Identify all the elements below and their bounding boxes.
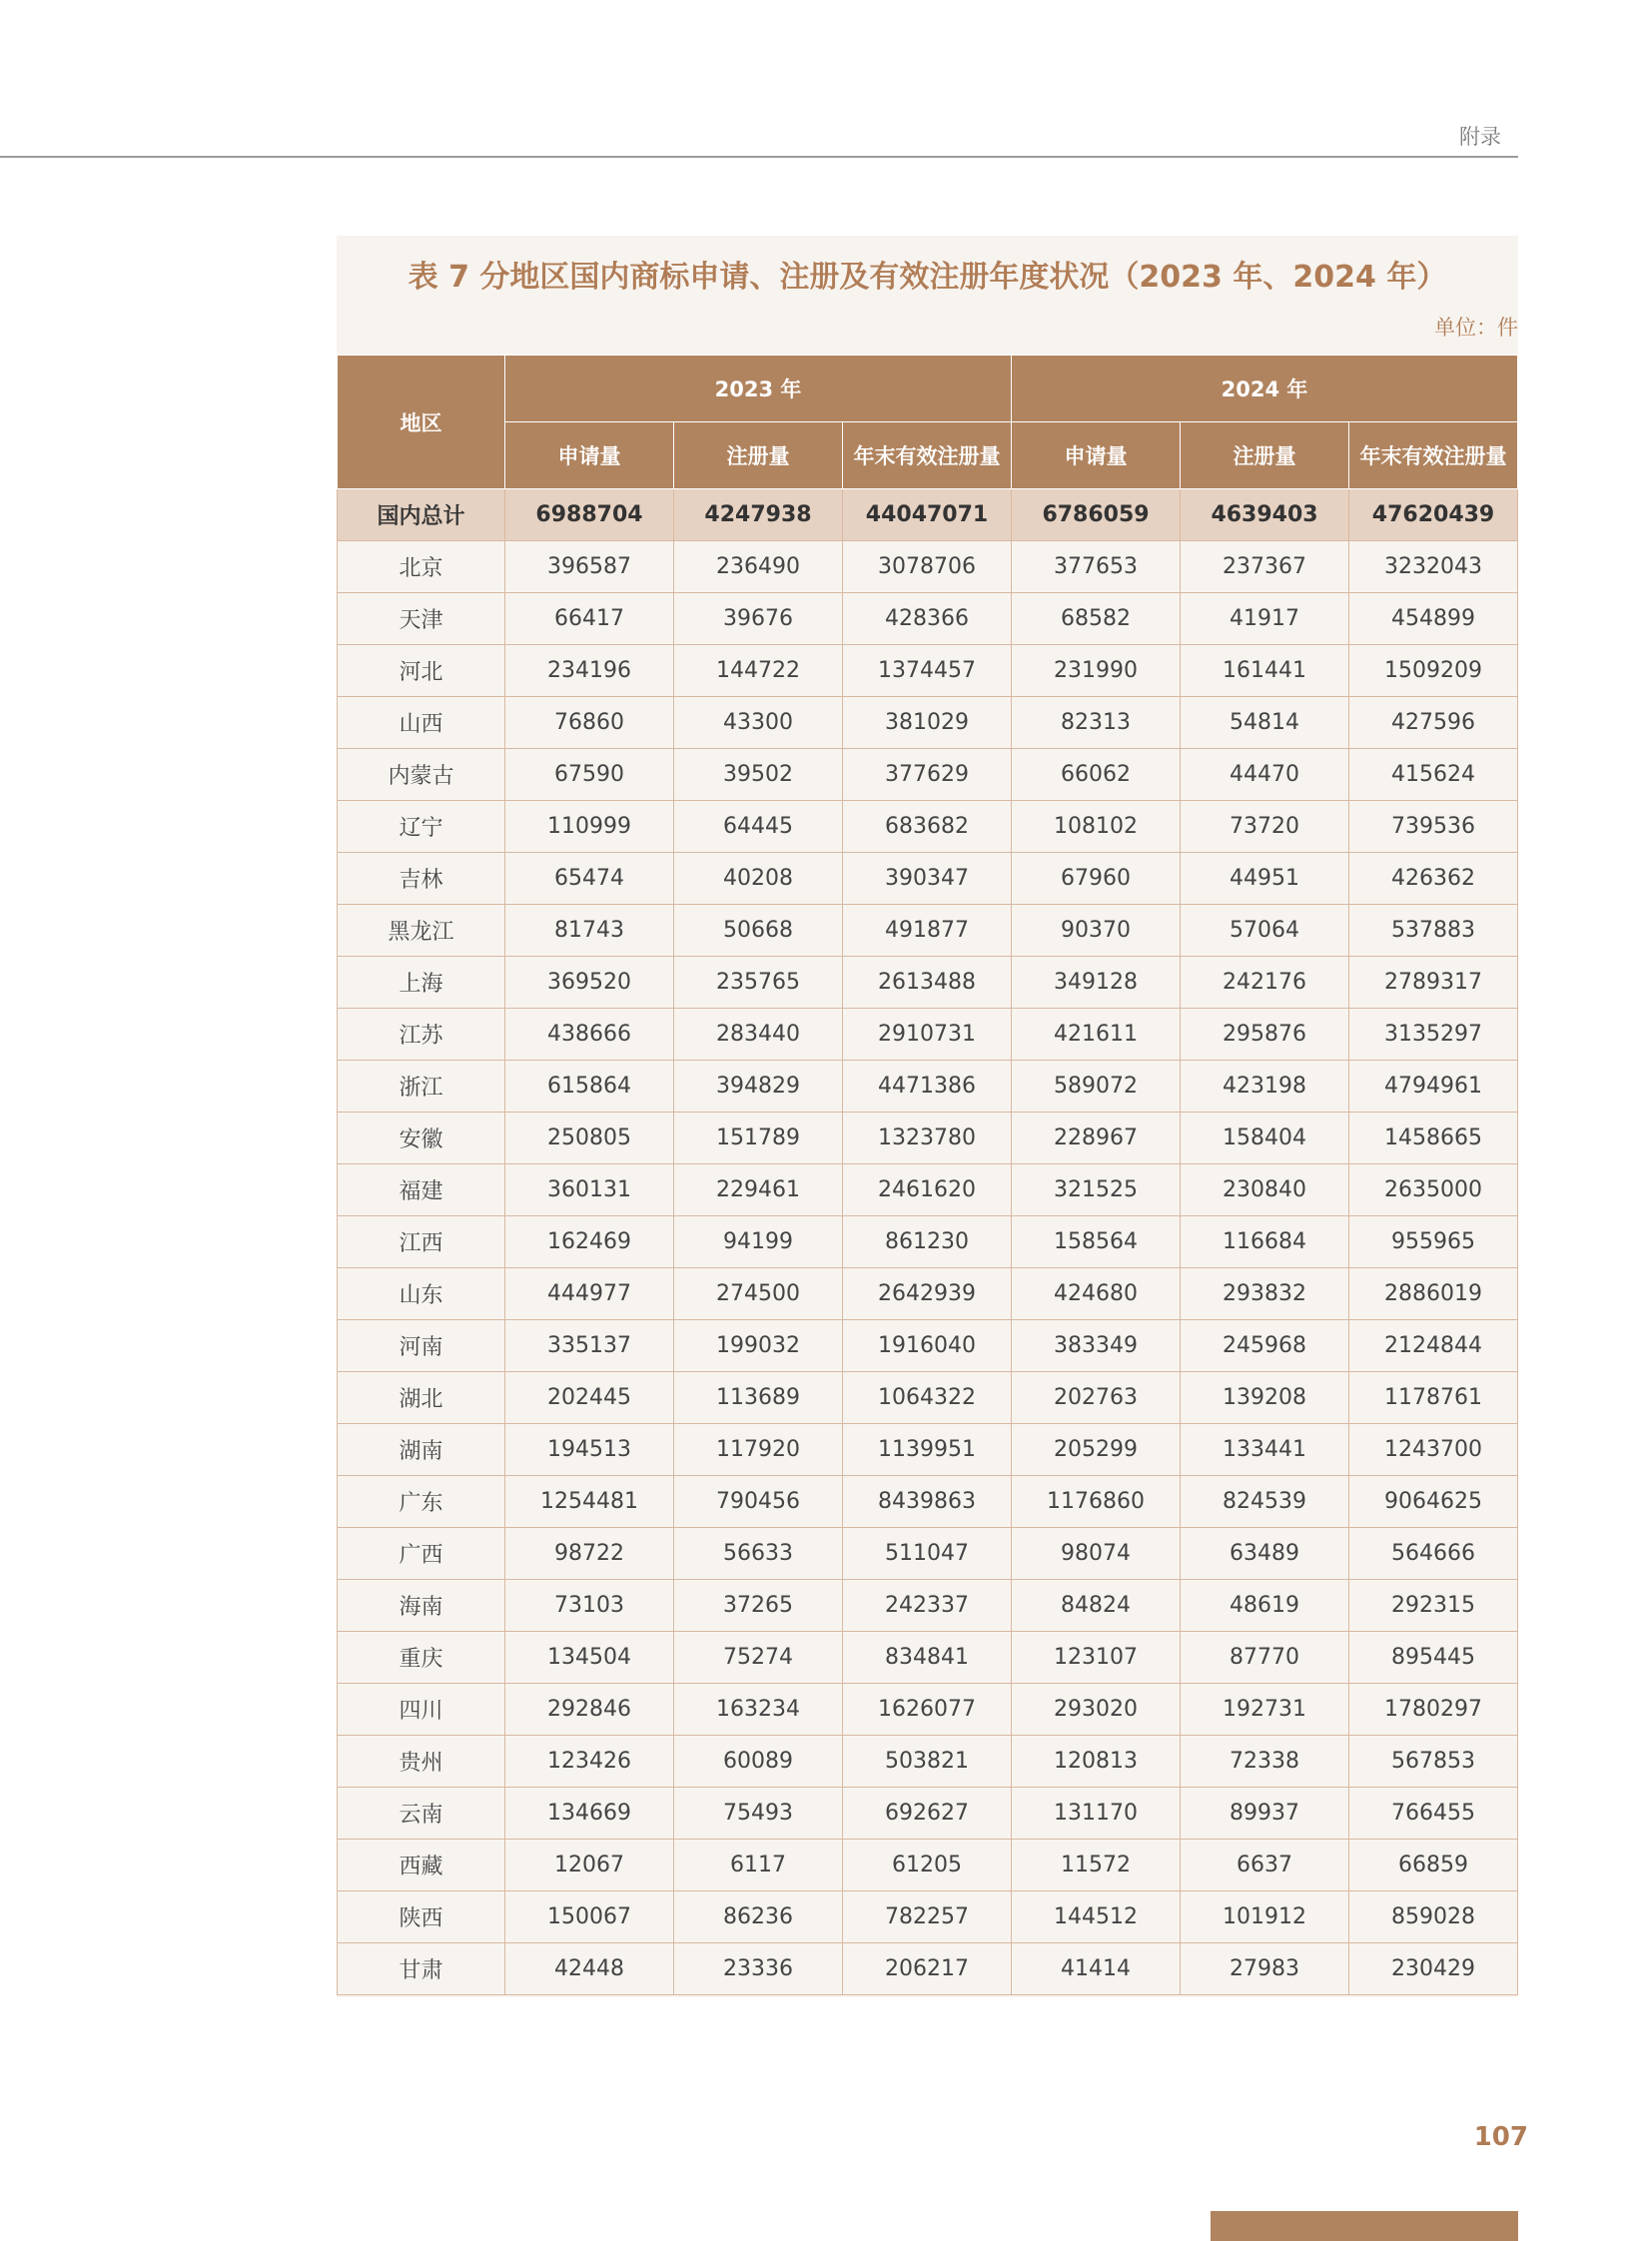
value-cell: 321525 bbox=[1012, 1164, 1181, 1216]
region-cell: 广西 bbox=[338, 1528, 505, 1580]
value-cell: 44470 bbox=[1181, 749, 1349, 801]
region-cell: 四川 bbox=[338, 1684, 505, 1736]
unit-label: 单位：件 bbox=[1434, 316, 1518, 340]
value-cell: 415624 bbox=[1349, 749, 1518, 801]
table-row bbox=[338, 1216, 1518, 1268]
value-cell: 89937 bbox=[1181, 1788, 1349, 1840]
value-cell: 202445 bbox=[505, 1372, 674, 1424]
value-cell: 144512 bbox=[1012, 1891, 1181, 1943]
table-row bbox=[338, 541, 1518, 593]
value-cell: 1916040 bbox=[843, 1320, 1012, 1372]
value-cell: 683682 bbox=[843, 801, 1012, 853]
region-cell: 重庆 bbox=[338, 1632, 505, 1684]
value-cell: 396587 bbox=[505, 541, 674, 593]
value-cell: 134504 bbox=[505, 1632, 674, 1684]
value-cell: 123107 bbox=[1012, 1632, 1181, 1684]
value-cell: 3135297 bbox=[1349, 1009, 1518, 1061]
value-cell: 230429 bbox=[1349, 1943, 1518, 1995]
value-cell: 206217 bbox=[843, 1943, 1012, 1995]
section-label: 附录 bbox=[1459, 125, 1501, 149]
value-cell: 491877 bbox=[843, 905, 1012, 957]
header-divider bbox=[0, 156, 1518, 158]
sub-header: 注册量 bbox=[1181, 422, 1349, 489]
value-cell: 2635000 bbox=[1349, 1164, 1518, 1216]
table-row bbox=[338, 645, 1518, 697]
value-cell: 360131 bbox=[505, 1164, 674, 1216]
region-cell: 广东 bbox=[338, 1476, 505, 1528]
value-cell: 292315 bbox=[1349, 1580, 1518, 1632]
value-cell: 158564 bbox=[1012, 1216, 1181, 1268]
value-cell: 41917 bbox=[1181, 593, 1349, 645]
value-cell: 123426 bbox=[505, 1736, 674, 1788]
table-row bbox=[338, 1268, 1518, 1320]
value-cell: 2789317 bbox=[1349, 957, 1518, 1009]
value-cell: 383349 bbox=[1012, 1320, 1181, 1372]
value-cell: 859028 bbox=[1349, 1891, 1518, 1943]
value-cell: 824539 bbox=[1181, 1476, 1349, 1528]
value-cell: 66859 bbox=[1349, 1840, 1518, 1891]
value-cell: 117920 bbox=[674, 1424, 843, 1476]
value-cell: 1458665 bbox=[1349, 1113, 1518, 1164]
value-cell: 377653 bbox=[1012, 541, 1181, 593]
region-cell: 山西 bbox=[338, 697, 505, 749]
table-row bbox=[338, 1424, 1518, 1476]
value-cell: 1243700 bbox=[1349, 1424, 1518, 1476]
table-row bbox=[338, 853, 1518, 905]
value-cell: 81743 bbox=[505, 905, 674, 957]
value-cell: 1323780 bbox=[843, 1113, 1012, 1164]
value-cell: 50668 bbox=[674, 905, 843, 957]
value-cell: 108102 bbox=[1012, 801, 1181, 853]
table-row bbox=[338, 697, 1518, 749]
region-cell: 安徽 bbox=[338, 1113, 505, 1164]
sub-header: 注册量 bbox=[674, 422, 843, 489]
region-cell: 上海 bbox=[338, 957, 505, 1009]
value-cell: 1374457 bbox=[843, 645, 1012, 697]
value-cell: 293832 bbox=[1181, 1268, 1349, 1320]
value-cell: 39676 bbox=[674, 593, 843, 645]
total-cell: 4247938 bbox=[674, 489, 843, 541]
value-cell: 234196 bbox=[505, 645, 674, 697]
value-cell: 144722 bbox=[674, 645, 843, 697]
value-cell: 48619 bbox=[1181, 1580, 1349, 1632]
value-cell: 236490 bbox=[674, 541, 843, 593]
region-cell: 云南 bbox=[338, 1788, 505, 1840]
value-cell: 98722 bbox=[505, 1528, 674, 1580]
value-cell: 158404 bbox=[1181, 1113, 1349, 1164]
table-row bbox=[338, 1164, 1518, 1216]
value-cell: 67960 bbox=[1012, 853, 1181, 905]
value-cell: 61205 bbox=[843, 1840, 1012, 1891]
table-row bbox=[338, 801, 1518, 853]
value-cell: 1254481 bbox=[505, 1476, 674, 1528]
table-row bbox=[338, 1009, 1518, 1061]
value-cell: 68582 bbox=[1012, 593, 1181, 645]
value-cell: 1176860 bbox=[1012, 1476, 1181, 1528]
value-cell: 427596 bbox=[1349, 697, 1518, 749]
table-row bbox=[338, 1840, 1518, 1891]
table-row bbox=[338, 1736, 1518, 1788]
value-cell: 57064 bbox=[1181, 905, 1349, 957]
total-cell: 6786059 bbox=[1012, 489, 1181, 541]
value-cell: 235765 bbox=[674, 957, 843, 1009]
value-cell: 766455 bbox=[1349, 1788, 1518, 1840]
total-label: 国内总计 bbox=[338, 489, 505, 541]
value-cell: 98074 bbox=[1012, 1528, 1181, 1580]
value-cell: 424680 bbox=[1012, 1268, 1181, 1320]
value-cell: 295876 bbox=[1181, 1009, 1349, 1061]
value-cell: 131170 bbox=[1012, 1788, 1181, 1840]
value-cell: 955965 bbox=[1349, 1216, 1518, 1268]
value-cell: 40208 bbox=[674, 853, 843, 905]
value-cell: 444977 bbox=[505, 1268, 674, 1320]
value-cell: 150067 bbox=[505, 1891, 674, 1943]
value-cell: 283440 bbox=[674, 1009, 843, 1061]
value-cell: 428366 bbox=[843, 593, 1012, 645]
region-cell: 海南 bbox=[338, 1580, 505, 1632]
value-cell: 1509209 bbox=[1349, 645, 1518, 697]
table-row bbox=[338, 1891, 1518, 1943]
value-cell: 202763 bbox=[1012, 1372, 1181, 1424]
value-cell: 790456 bbox=[674, 1476, 843, 1528]
value-cell: 615864 bbox=[505, 1061, 674, 1113]
region-column-header: 地区 bbox=[338, 356, 505, 489]
region-cell: 贵州 bbox=[338, 1736, 505, 1788]
value-cell: 6117 bbox=[674, 1840, 843, 1891]
page-number: 107 bbox=[1473, 2122, 1528, 2152]
value-cell: 205299 bbox=[1012, 1424, 1181, 1476]
value-cell: 199032 bbox=[674, 1320, 843, 1372]
total-row bbox=[338, 489, 1518, 541]
value-cell: 293020 bbox=[1012, 1684, 1181, 1736]
region-cell: 江西 bbox=[338, 1216, 505, 1268]
value-cell: 2613488 bbox=[843, 957, 1012, 1009]
sub-header: 年末有效注册量 bbox=[1349, 422, 1518, 489]
value-cell: 381029 bbox=[843, 697, 1012, 749]
value-cell: 23336 bbox=[674, 1943, 843, 1995]
value-cell: 537883 bbox=[1349, 905, 1518, 957]
value-cell: 292846 bbox=[505, 1684, 674, 1736]
region-cell: 河南 bbox=[338, 1320, 505, 1372]
value-cell: 44951 bbox=[1181, 853, 1349, 905]
value-cell: 192731 bbox=[1181, 1684, 1349, 1736]
total-cell: 47620439 bbox=[1349, 489, 1518, 541]
value-cell: 56633 bbox=[674, 1528, 843, 1580]
value-cell: 163234 bbox=[674, 1684, 843, 1736]
region-cell: 福建 bbox=[338, 1164, 505, 1216]
value-cell: 3232043 bbox=[1349, 541, 1518, 593]
value-cell: 9064625 bbox=[1349, 1476, 1518, 1528]
value-cell: 454899 bbox=[1349, 593, 1518, 645]
value-cell: 27983 bbox=[1181, 1943, 1349, 1995]
value-cell: 66062 bbox=[1012, 749, 1181, 801]
value-cell: 90370 bbox=[1012, 905, 1181, 957]
value-cell: 39502 bbox=[674, 749, 843, 801]
value-cell: 43300 bbox=[674, 697, 843, 749]
value-cell: 42448 bbox=[505, 1943, 674, 1995]
region-cell: 甘肃 bbox=[338, 1943, 505, 1995]
year-header-2024: 2024 年 bbox=[1012, 356, 1518, 422]
value-cell: 250805 bbox=[505, 1113, 674, 1164]
value-cell: 110999 bbox=[505, 801, 674, 853]
value-cell: 8439863 bbox=[843, 1476, 1012, 1528]
value-cell: 245968 bbox=[1181, 1320, 1349, 1372]
value-cell: 834841 bbox=[843, 1632, 1012, 1684]
value-cell: 37265 bbox=[674, 1580, 843, 1632]
region-cell: 北京 bbox=[338, 541, 505, 593]
region-cell: 辽宁 bbox=[338, 801, 505, 853]
value-cell: 377629 bbox=[843, 749, 1012, 801]
value-cell: 75493 bbox=[674, 1788, 843, 1840]
footer-accent-bar bbox=[1211, 2211, 1518, 2241]
region-cell: 天津 bbox=[338, 593, 505, 645]
value-cell: 101912 bbox=[1181, 1891, 1349, 1943]
value-cell: 4471386 bbox=[843, 1061, 1012, 1113]
region-cell: 山东 bbox=[338, 1268, 505, 1320]
value-cell: 12067 bbox=[505, 1840, 674, 1891]
region-cell: 吉林 bbox=[338, 853, 505, 905]
sub-header: 申请量 bbox=[505, 422, 674, 489]
value-cell: 231990 bbox=[1012, 645, 1181, 697]
value-cell: 151789 bbox=[674, 1113, 843, 1164]
value-cell: 2910731 bbox=[843, 1009, 1012, 1061]
total-cell: 4639403 bbox=[1181, 489, 1349, 541]
value-cell: 1780297 bbox=[1349, 1684, 1518, 1736]
value-cell: 194513 bbox=[505, 1424, 674, 1476]
value-cell: 84824 bbox=[1012, 1580, 1181, 1632]
region-cell: 湖北 bbox=[338, 1372, 505, 1424]
value-cell: 229461 bbox=[674, 1164, 843, 1216]
value-cell: 161441 bbox=[1181, 645, 1349, 697]
value-cell: 2886019 bbox=[1349, 1268, 1518, 1320]
value-cell: 503821 bbox=[843, 1736, 1012, 1788]
value-cell: 67590 bbox=[505, 749, 674, 801]
region-cell: 浙江 bbox=[338, 1061, 505, 1113]
table-title: 表 7 分地区国内商标申请、注册及有效注册年度状况（2023 年、2024 年） bbox=[408, 260, 1447, 295]
value-cell: 73720 bbox=[1181, 801, 1349, 853]
table-row bbox=[338, 1061, 1518, 1113]
table-row bbox=[338, 1476, 1518, 1528]
value-cell: 11572 bbox=[1012, 1840, 1181, 1891]
value-cell: 423198 bbox=[1181, 1061, 1349, 1113]
value-cell: 41414 bbox=[1012, 1943, 1181, 1995]
value-cell: 113689 bbox=[674, 1372, 843, 1424]
value-cell: 895445 bbox=[1349, 1632, 1518, 1684]
value-cell: 426362 bbox=[1349, 853, 1518, 905]
region-cell: 陕西 bbox=[338, 1891, 505, 1943]
value-cell: 2461620 bbox=[843, 1164, 1012, 1216]
value-cell: 692627 bbox=[843, 1788, 1012, 1840]
value-cell: 86236 bbox=[674, 1891, 843, 1943]
header-row-years bbox=[338, 356, 1518, 422]
table-row bbox=[338, 1113, 1518, 1164]
value-cell: 66417 bbox=[505, 593, 674, 645]
value-cell: 64445 bbox=[674, 801, 843, 853]
value-cell: 589072 bbox=[1012, 1061, 1181, 1113]
value-cell: 60089 bbox=[674, 1736, 843, 1788]
value-cell: 63489 bbox=[1181, 1528, 1349, 1580]
value-cell: 274500 bbox=[674, 1268, 843, 1320]
value-cell: 87770 bbox=[1181, 1632, 1349, 1684]
table-row bbox=[338, 1320, 1518, 1372]
sub-header: 年末有效注册量 bbox=[843, 422, 1012, 489]
region-cell: 内蒙古 bbox=[338, 749, 505, 801]
table-row bbox=[338, 593, 1518, 645]
table-row bbox=[338, 1632, 1518, 1684]
value-cell: 237367 bbox=[1181, 541, 1349, 593]
value-cell: 390347 bbox=[843, 853, 1012, 905]
value-cell: 4794961 bbox=[1349, 1061, 1518, 1113]
value-cell: 2642939 bbox=[843, 1268, 1012, 1320]
table-row bbox=[338, 905, 1518, 957]
value-cell: 1139951 bbox=[843, 1424, 1012, 1476]
table-row bbox=[338, 1580, 1518, 1632]
value-cell: 1064322 bbox=[843, 1372, 1012, 1424]
table-row bbox=[338, 749, 1518, 801]
table-row bbox=[338, 1372, 1518, 1424]
header-row-metrics bbox=[338, 422, 1518, 489]
value-cell: 242176 bbox=[1181, 957, 1349, 1009]
table-row bbox=[338, 1684, 1518, 1736]
value-cell: 82313 bbox=[1012, 697, 1181, 749]
value-cell: 567853 bbox=[1349, 1736, 1518, 1788]
total-cell: 44047071 bbox=[843, 489, 1012, 541]
value-cell: 1178761 bbox=[1349, 1372, 1518, 1424]
trademark-table bbox=[337, 355, 1518, 1995]
value-cell: 369520 bbox=[505, 957, 674, 1009]
value-cell: 739536 bbox=[1349, 801, 1518, 853]
value-cell: 116684 bbox=[1181, 1216, 1349, 1268]
table-row bbox=[338, 1528, 1518, 1580]
value-cell: 65474 bbox=[505, 853, 674, 905]
value-cell: 73103 bbox=[505, 1580, 674, 1632]
value-cell: 394829 bbox=[674, 1061, 843, 1113]
value-cell: 162469 bbox=[505, 1216, 674, 1268]
table-row bbox=[338, 1788, 1518, 1840]
value-cell: 3078706 bbox=[843, 541, 1012, 593]
total-cell: 6988704 bbox=[505, 489, 674, 541]
value-cell: 438666 bbox=[505, 1009, 674, 1061]
value-cell: 861230 bbox=[843, 1216, 1012, 1268]
value-cell: 421611 bbox=[1012, 1009, 1181, 1061]
value-cell: 230840 bbox=[1181, 1164, 1349, 1216]
table-row bbox=[338, 1943, 1518, 1995]
value-cell: 1626077 bbox=[843, 1684, 1012, 1736]
value-cell: 139208 bbox=[1181, 1372, 1349, 1424]
region-cell: 黑龙江 bbox=[338, 905, 505, 957]
value-cell: 120813 bbox=[1012, 1736, 1181, 1788]
region-cell: 西藏 bbox=[338, 1840, 505, 1891]
value-cell: 6637 bbox=[1181, 1840, 1349, 1891]
value-cell: 782257 bbox=[843, 1891, 1012, 1943]
value-cell: 2124844 bbox=[1349, 1320, 1518, 1372]
region-cell: 河北 bbox=[338, 645, 505, 697]
value-cell: 94199 bbox=[674, 1216, 843, 1268]
value-cell: 564666 bbox=[1349, 1528, 1518, 1580]
value-cell: 349128 bbox=[1012, 957, 1181, 1009]
region-cell: 湖南 bbox=[338, 1424, 505, 1476]
value-cell: 134669 bbox=[505, 1788, 674, 1840]
value-cell: 228967 bbox=[1012, 1113, 1181, 1164]
year-header-2023: 2023 年 bbox=[505, 356, 1012, 422]
sub-header: 申请量 bbox=[1012, 422, 1181, 489]
region-cell: 江苏 bbox=[338, 1009, 505, 1061]
value-cell: 335137 bbox=[505, 1320, 674, 1372]
value-cell: 72338 bbox=[1181, 1736, 1349, 1788]
value-cell: 133441 bbox=[1181, 1424, 1349, 1476]
value-cell: 242337 bbox=[843, 1580, 1012, 1632]
value-cell: 54814 bbox=[1181, 697, 1349, 749]
table-row bbox=[338, 957, 1518, 1009]
value-cell: 511047 bbox=[843, 1528, 1012, 1580]
value-cell: 76860 bbox=[505, 697, 674, 749]
value-cell: 75274 bbox=[674, 1632, 843, 1684]
